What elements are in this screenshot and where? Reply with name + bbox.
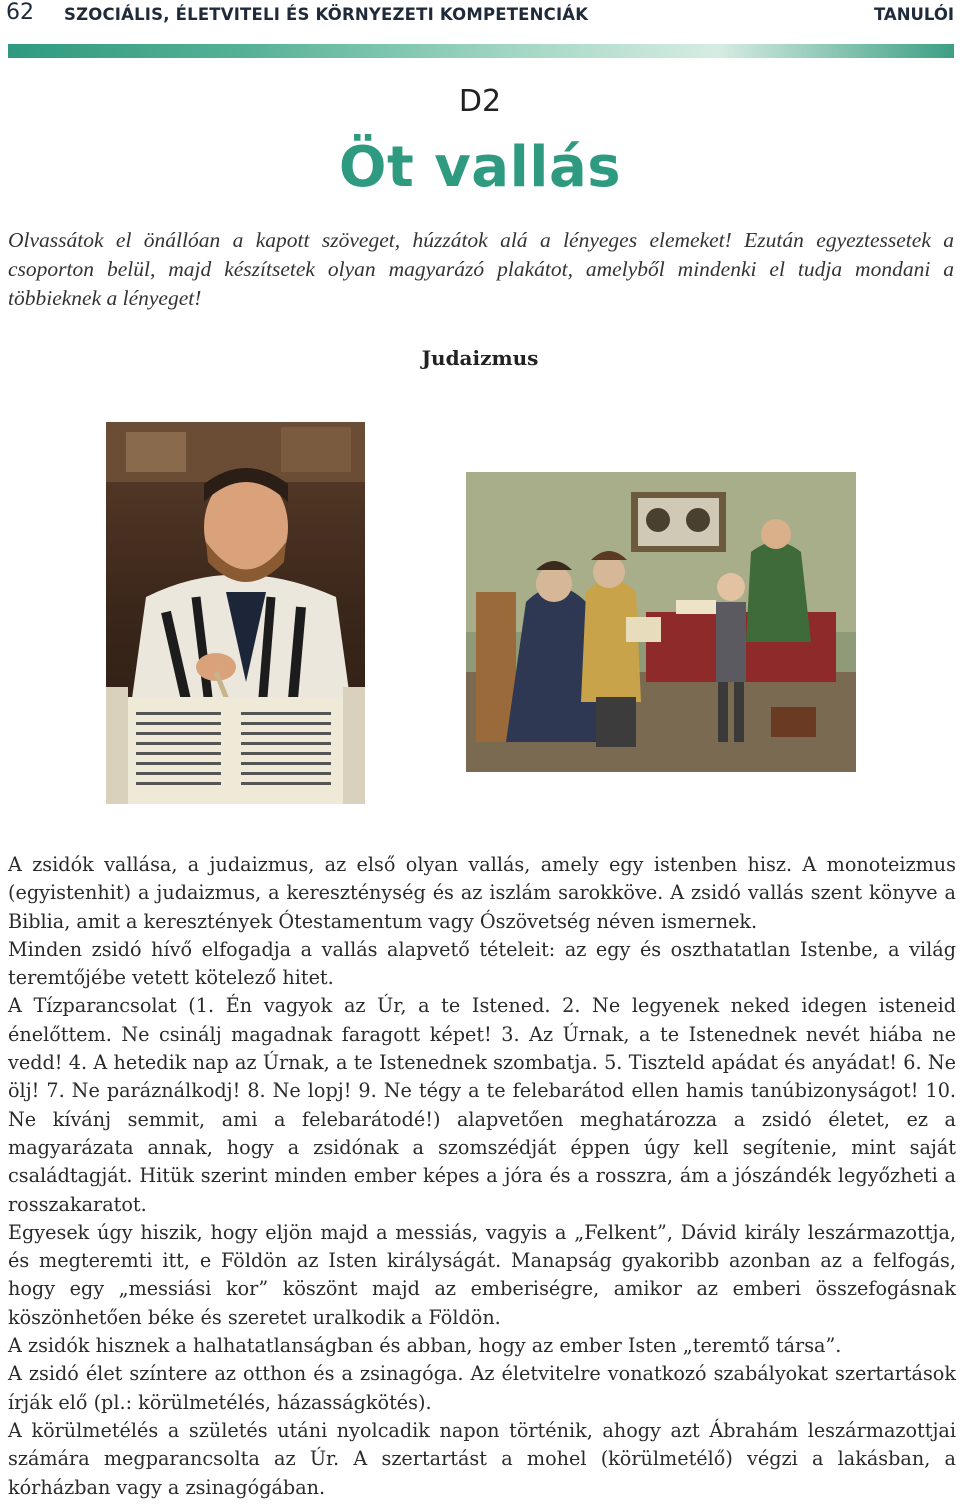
section-title: Judaizmus xyxy=(421,346,539,370)
exercise-title: Öt vallás xyxy=(338,135,622,200)
paragraph: A Tízparancsolat (1. Én vagyok az Úr, a te Istened. 2. Ne legyenek neked idegen isteneid énelőttem. Ne csinálj magadnak faragott képet! 3. Az Úrnak, a te Istenednek nevét hiába ne vedd! 4. A hetedik nap az Úrnak, a te Istenednek szombatja. 5. Tiszteld apádat és anyádat! 6. Ne ölj! 7. Ne paráználkodj! 8. Ne lopj! 9. Ne tégy a te felebarátod ellen hamis tanúbizonyságot! 10. Ne kívánj semmit, ami a felebarátodé!) alapvetően meghatározza a zsidó életet, ez a magyarázata annak, hogy a zsidónak a szomszédját éppen úgy kell segítenie, mint saját családtagját. Hitük szerint minden ember képes a jóra és a rosszra, ám a jószándék legyőzheti a rosszakaratot. xyxy=(8,994,956,1216)
paragraph: Minden zsidó hívő elfogadja a vallás alapvető tételeit: az egy és oszthatatlan Istenbe, a világ teremtőjébe vetett kötelező hitet. xyxy=(8,937,956,990)
page-header xyxy=(0,0,960,30)
running-title: SZOCIÁLIS, ÉLETVITELI ÉS KÖRNYEZETI KOMPETENCIÁK xyxy=(64,5,589,24)
section-body xyxy=(8,851,956,1502)
audience-label: TANULÓI xyxy=(873,5,954,24)
page-number: 62 xyxy=(6,0,34,25)
painting-study-scene xyxy=(466,472,856,772)
photo-torah-reader xyxy=(106,422,365,804)
paragraph: Egyesek úgy hiszik, hogy eljön majd a messiás, vagyis a „Felkent”, Dávid király leszármazottja, és megteremti itt, e Földön az Isten királyságát. Manapság gyakoribb azonban az a felfogás, hogy egy „messiási kor” köszönt majd az emberiségre, amikor az emberi összefogásnak köszönhetően béke és szeretet uralkodik a Földön. xyxy=(8,1220,956,1329)
exercise-code: D2 xyxy=(458,84,502,119)
paragraph: A zsidó élet színtere az otthon és a zsinagóga. Az életvitelre vonatkozó szabályokat szertartások írják elő (pl.: körülmetélés, házasságkötés). xyxy=(8,1362,956,1414)
paragraph: A körülmetélés a születés utáni nyolcadik napon történik, ahogy azt Ábrahám leszármazottjai számára megparancsolta az Úr. A szertartást a mohel (körülmetélő) végzi a lakásban, a kórházban vagy a zsinagógában. xyxy=(8,1418,956,1499)
paragraph: A zsidók hisznek a halhatatlanságban és abban, hogy az ember Isten „teremtő társa”. xyxy=(8,1334,842,1358)
instructions: Olvassátok el önállóan a kapott szöveget, húzzátok alá a lényeges elemeket! Ezután egyeztessetek a csoporton belül, majd készítsetek olyan magyarázó plakátot, amelyből mindenki el tudja mondani a többieknek a lényeget! xyxy=(8,228,954,310)
header-divider-bar xyxy=(8,44,954,58)
paragraph: A zsidók vallása, a judaizmus, az első olyan vallás, amely egy istenben hisz. A monoteizmus (egyistenhit) a judaizmus, a kereszténység és az iszlám sarokköve. A zsidó vallás szent könyve a Biblia, amit a keresztények Ótestamentum vagy Ószövetség néven ismernek. xyxy=(8,853,956,933)
